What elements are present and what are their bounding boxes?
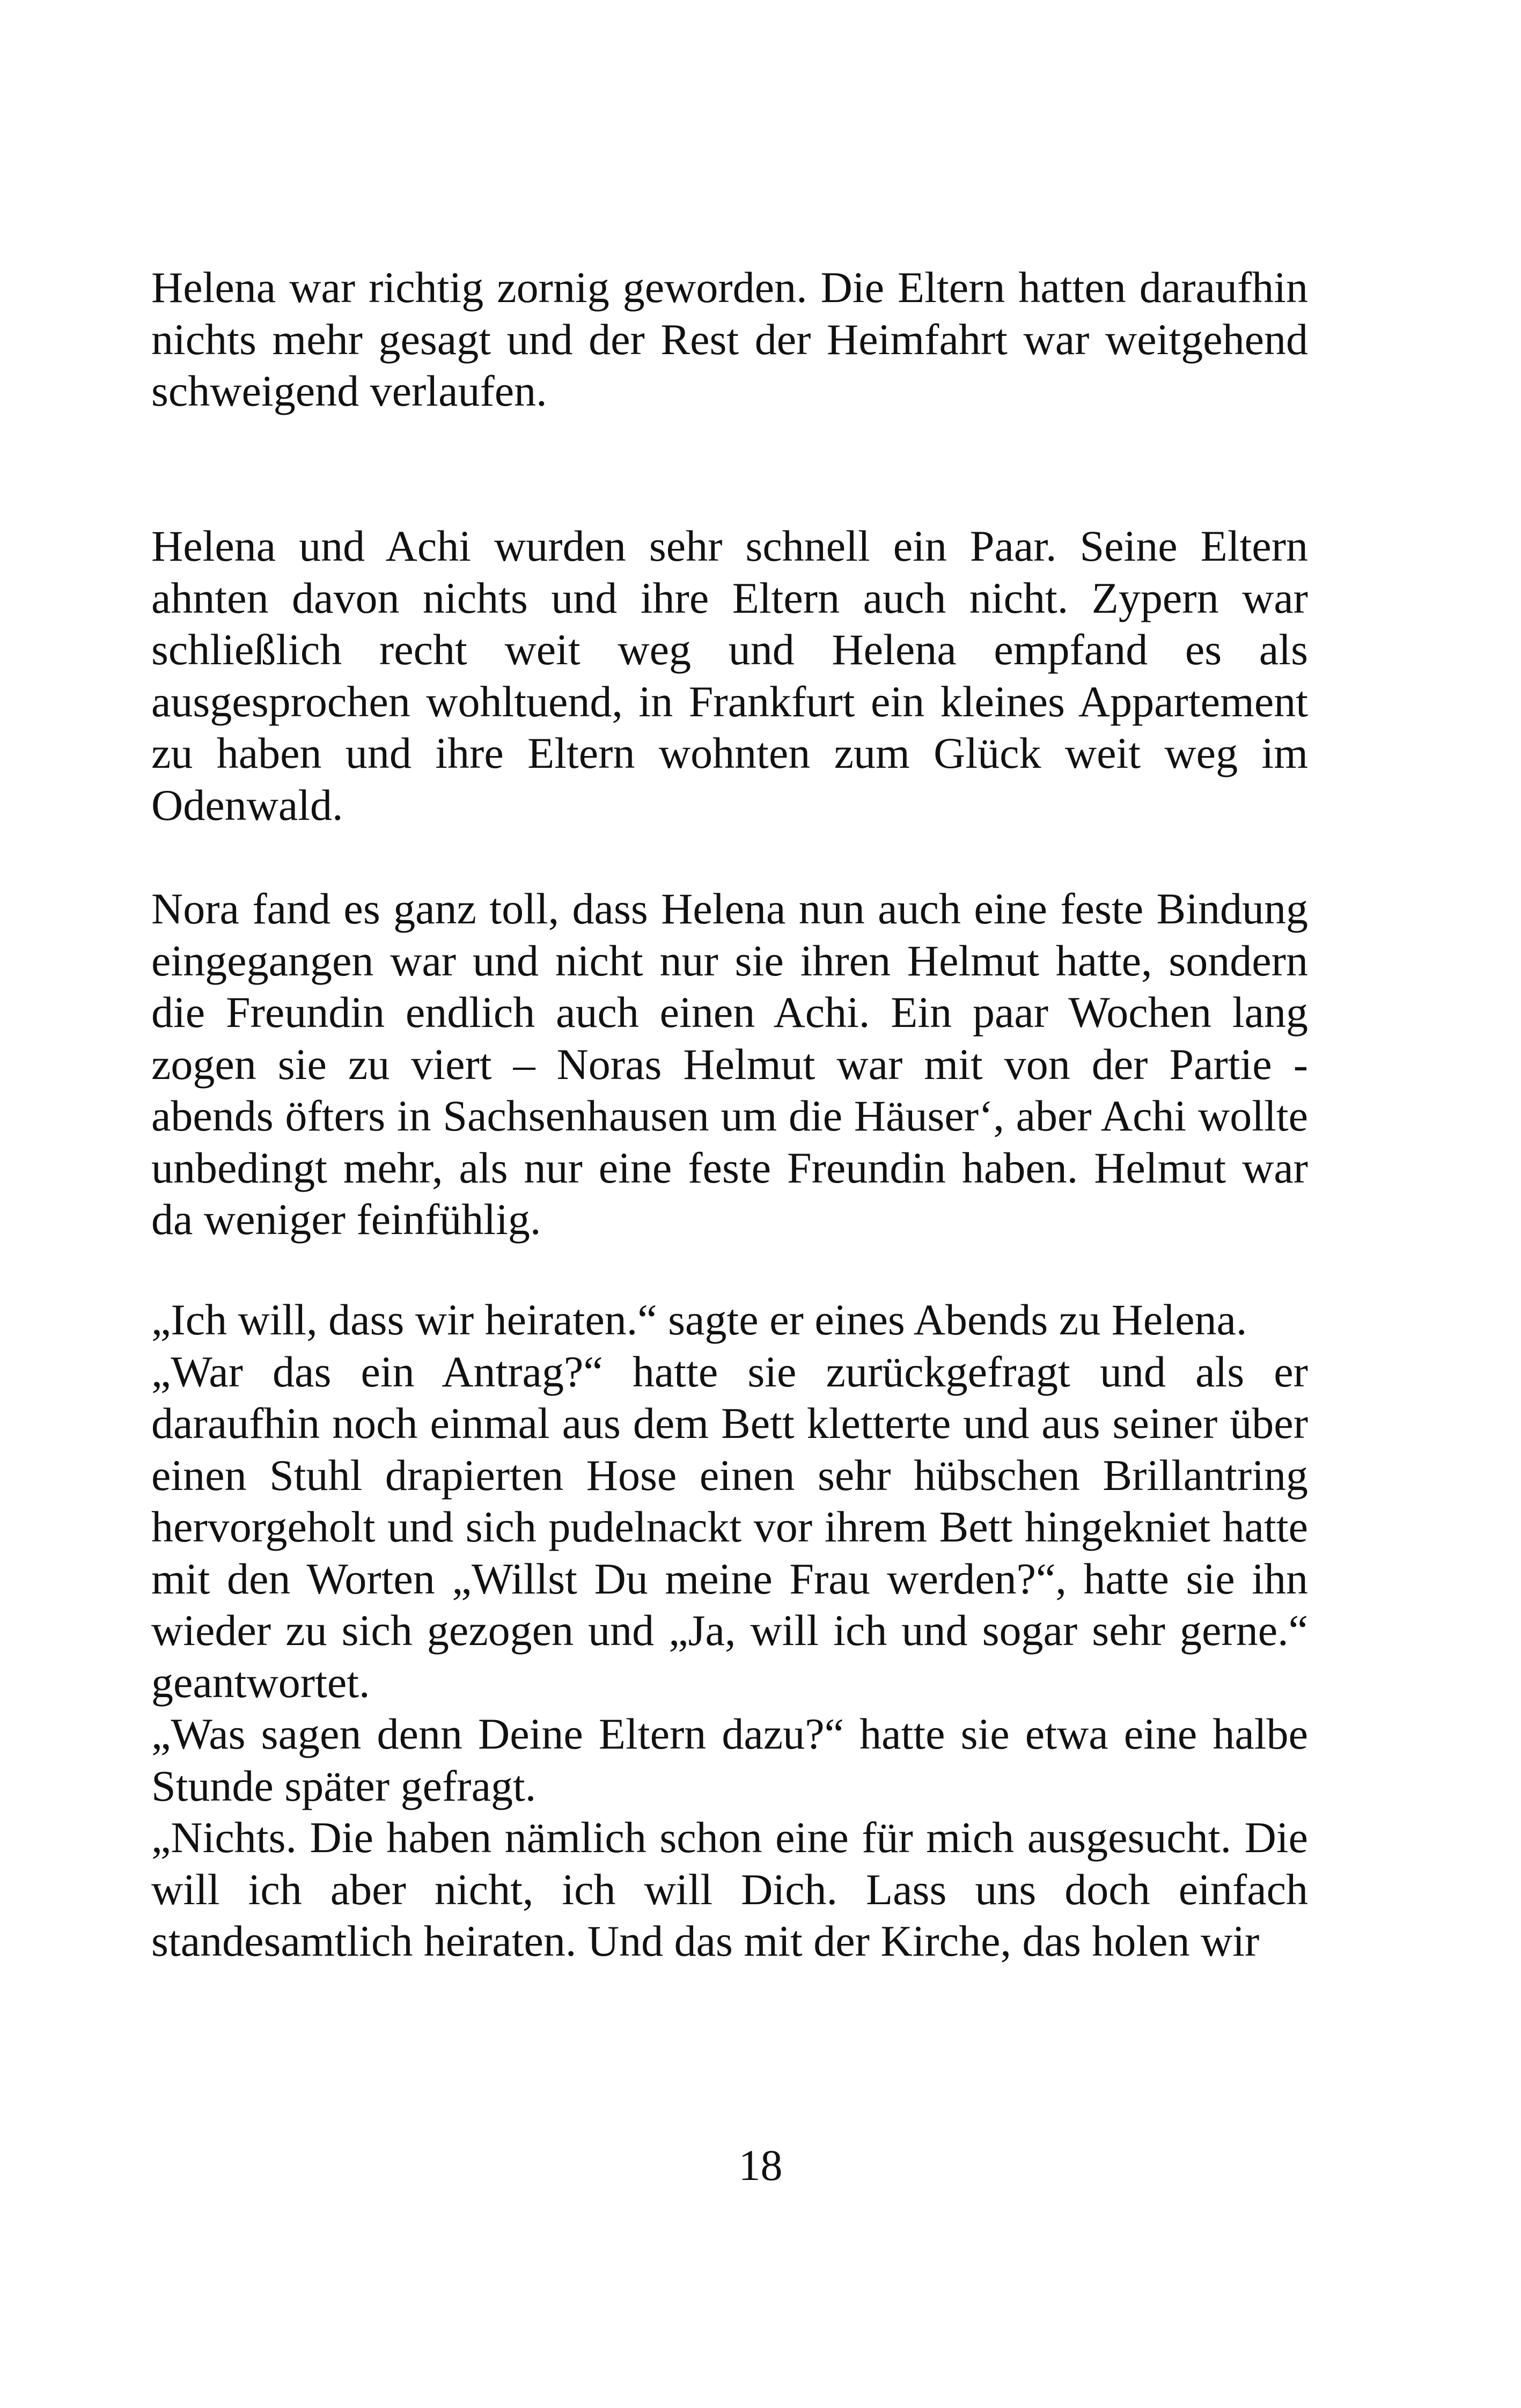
dialogue-line: „Nichts. Die haben nämlich schon eine für mich ausgesucht. Die will ich aber nicht, ich will Dich. Lass uns doch einfach standesamtlich heiraten. Und das mit der Kirche, das holen wir	[151, 1813, 1308, 1965]
paragraph-text: Nora fand es ganz toll, dass Helena nun auch eine feste Bindung eingegangen war und nicht nur sie ihren Helmut hatte, sondern die Freundin endlich auch einen Achi. Ein paar Wochen lang zogen sie zu viert – Noras Helmut war mit von der Partie - abends öfters in Sachsenhausen um die Häuser‘, aber Achi wollte unbedingt mehr, als nur eine feste Freundin haben. Helmut war da weniger feinfühlig.	[151, 884, 1308, 1244]
paragraph-nora	[151, 883, 1308, 1246]
dialogue-line: „Ich will, dass wir heiraten.“ sagte er eines Abends zu Helena.	[151, 1295, 1247, 1344]
page-number: 18	[738, 2141, 783, 2190]
paragraph-paar	[151, 520, 1308, 831]
paragraph-heimfahrt	[151, 262, 1308, 417]
dialogue-line: „War das ein Antrag?“ hatte sie zurückgefragt und als er daraufhin noch einmal aus dem Bett kletterte und aus seiner über einen Stuhl drapierten Hose einen sehr hübschen Brillantring hervorgeholt und sich pudelnackt vor ihrem Bett hingekniet hatte mit den Worten „Willst Du meine Frau werden?“, hatte sie ihn wieder zu sich gezogen und „Ja, will ich und sogar sehr gerne.“ geantwortet.	[151, 1347, 1308, 1707]
paragraph-text: Helena und Achi wurden sehr schnell ein Paar. Seine Eltern ahnten davon nichts und ihre Eltern auch nicht. Zypern war schließlich recht weit weg und Helena empfand es als ausgesprochen wohltuend, in Frankfurt ein kleines Appartement zu haben und ihre Eltern wohnten zum Glück weit weg im Odenwald.	[151, 522, 1308, 829]
dialogue-line: „Was sagen denn Deine Eltern dazu?“ hatte sie etwa eine halbe Stunde später gefragt.	[151, 1709, 1308, 1810]
dialogue-block	[151, 1294, 1308, 1967]
paragraph-text: Helena war richtig zornig geworden. Die Eltern hatten daraufhin nichts mehr gesagt und der Rest der Heimfahrt war weitgehend schweigend verlaufen.	[151, 263, 1308, 415]
